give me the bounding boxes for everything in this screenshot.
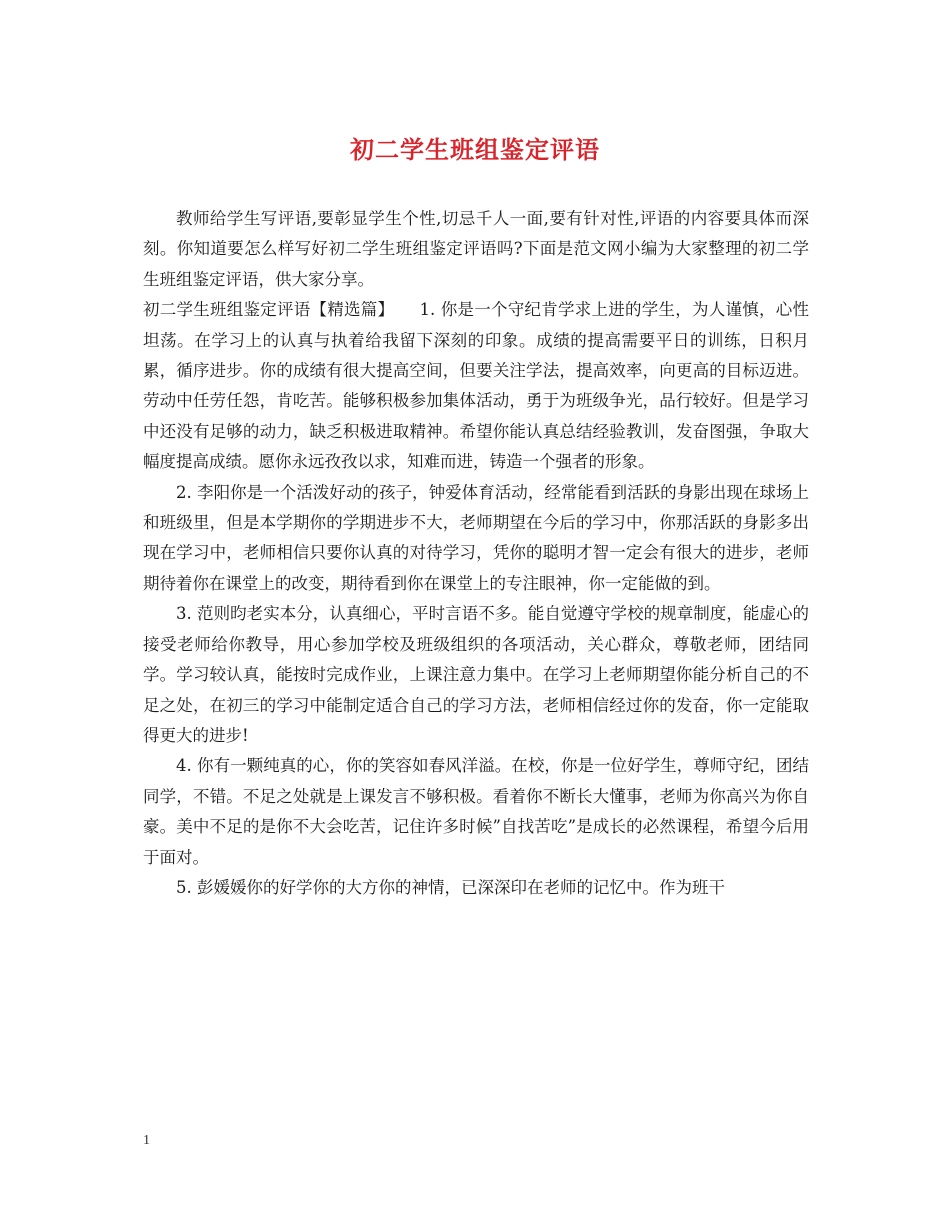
page-number: 1: [143, 1133, 150, 1148]
comment-paragraph-5: 5. 彭媛媛你的好学你的大方你的神情，已深深印在老师的记忆中。作为班干: [176, 877, 725, 897]
intro-paragraph: 教师给学生写评语,要彰显学生个性,切忌千人一面,要有针对性,评语的内容要具体而深刻。你知道要怎么样写好初二学生班组鉴定评语吗?下面是范文网小编为大家整理的初二学生班组鉴定评语，供大家分享。: [143, 209, 809, 289]
document-title: 初二学生班组鉴定评语: [350, 135, 600, 164]
document-body: [143, 204, 809, 903]
comment-paragraph-1: 初二学生班组鉴定评语【精选篇】 1. 你是一个守纪肯学求上进的学生，为人谨慎，心性坦荡。在学习上的认真与执着给我留下深刻的印象。成绩的提高需要平日的训练，日积月累，循序进步。你的成绩有很大提高空间，但要关注学法，提高效率，向更高的目标迈进。劳动中任劳任怨，肯吃苦。能够积极参加集体活动，勇于为班级争光，品行较好。但是学习中还没有足够的动力，缺乏积极进取精神。希望你能认真总结经验教训，发奋图强，争取大幅度提高成绩。愿你永远孜孜以求，知难而进，铸造一个强者的形象。: [143, 300, 809, 472]
comment-paragraph-2: 2. 李阳你是一个活泼好动的孩子，钟爱体育活动，经常能看到活跃的身影出现在球场上和班级里，但是本学期你的学期进步不大，老师期望在今后的学习中，你那活跃的身影多出现在学习中，老师相信只要你认真的对待学习，凭你的聪明才智一定会有很大的进步，老师期待着你在课堂上的改变，期待看到你在课堂上的专注眼神，你一定能做的到。: [143, 482, 809, 593]
comment-paragraph-3: 3. 范则昀老实本分，认真细心，平时言语不多。能自觉遵守学校的规章制度，能虚心的接受老师给你教导，用心参加学校及班级组织的各项活动，关心群众，尊敬老师，团结同学。学习较认真，能按时完成作业，上课注意力集中。在学习上老师期望你能分析自己的不足之处，在初三的学习中能制定适合自己的学习方法，老师相信经过你的发奋，你一定能取得更大的进步!: [143, 604, 809, 745]
comment-paragraph-4: 4. 你有一颗纯真的心，你的笑容如春风洋溢。在校，你是一位好学生，尊师守纪，团结同学，不错。不足之处就是上课发言不够积极。看着你不断长大懂事，老师为你高兴为你自豪。美中不足的是你不大会吃苦，记住许多时候”自找苦吃”是成长的必然课程，希望今后用于面对。: [143, 756, 809, 867]
